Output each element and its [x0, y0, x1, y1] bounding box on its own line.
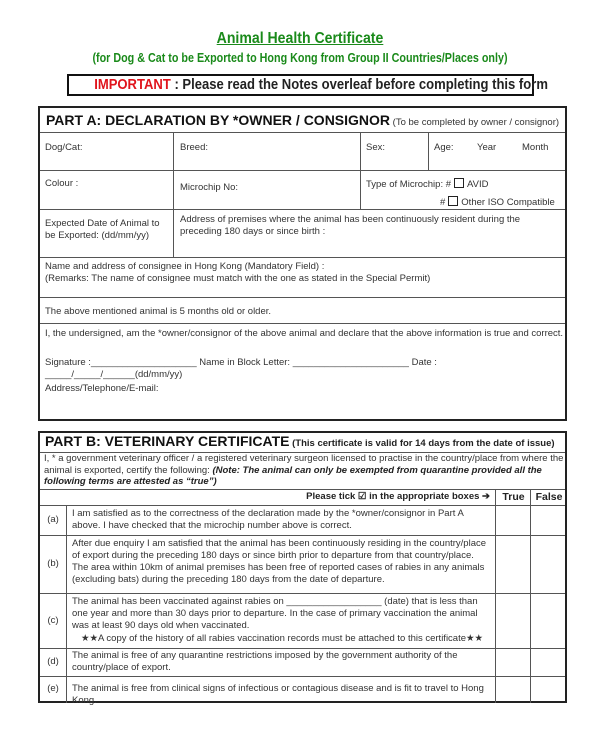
item-e-true-box[interactable]: [496, 677, 530, 702]
true-column-header: True: [502, 491, 525, 503]
false-column-header: False: [535, 491, 563, 503]
important-notice: [67, 74, 548, 96]
microchip-type-label: Type of Microchip: # AVID: [366, 179, 489, 190]
item-a-text: I am satisfied as to the correctness of the declaration made by the *owner/consignor in Part A above. I have checked that the microchip number above is correct.: [72, 508, 464, 531]
item-a-false-box[interactable]: [531, 506, 565, 535]
item-a-label: (a): [47, 514, 59, 525]
item-e-label: (e): [47, 683, 59, 694]
tick-instruction: Please tick ☑ in the appropriate boxes ➔: [306, 491, 490, 502]
avid-checkbox[interactable]: [454, 178, 464, 188]
microchip-number-field[interactable]: Microchip No:: [180, 182, 239, 193]
item-c-true-box[interactable]: [496, 594, 530, 648]
important-text: : Please read the Notes overleaf before completing this form: [170, 77, 548, 93]
declaration-text: I, the undersigned, am the *owner/consignor of the above animal and declare that the above information is true and correct.: [45, 328, 564, 339]
item-d-label: (d): [47, 656, 59, 667]
item-b-true-box[interactable]: [496, 536, 530, 593]
document-title: Animal Health Certificate: [216, 30, 384, 47]
item-d-true-box[interactable]: [496, 649, 530, 676]
item-e-text: The animal is free from clinical signs of infectious or contagious disease and is fit to travel to Hong Kong.: [72, 683, 484, 706]
important-label: IMPORTANT: [94, 77, 171, 93]
item-a-true-box[interactable]: [496, 506, 530, 535]
item-b-false-box[interactable]: [531, 536, 565, 593]
premises-address-field[interactable]: Address of premises where the animal has been continuously resident during the preceding 180 days or since birth :: [180, 214, 521, 237]
dog-cat-field[interactable]: Dog/Cat:: [45, 142, 83, 153]
other-iso-option: # Other ISO Compatible: [440, 197, 555, 208]
colour-field[interactable]: Colour :: [45, 178, 79, 189]
age-statement: The above mentioned animal is 5 months old or older.: [45, 306, 272, 317]
part-a-heading: PART A: DECLARATION BY *OWNER / CONSIGNOR (To be completed by owner / consignor): [46, 112, 560, 128]
age-month-label: Month: [522, 142, 549, 153]
age-field[interactable]: Age:: [434, 142, 454, 153]
item-c-text: The animal has been vaccinated against rabies on __________________ (date) that is less than one year and more than 30 days prior to departure. In the case of primary vaccination the animal was at least 90 days old when vaccinated.: [72, 596, 478, 631]
part-b-intro: I, * a government veterinary officer / a registered veterinary surgeon licensed to practise in the country/place from where the animal is exported, certify the following: (Note: The animal can only be exempted from quarantine provided all the following terms are attested as “true”): [44, 453, 564, 487]
breed-field[interactable]: Breed:: [180, 142, 208, 153]
part-a-section: [38, 106, 567, 421]
sex-field[interactable]: Sex:: [366, 142, 386, 153]
document-subtitle: (for Dog & Cat to be Exported to Hong Kong from Group II Countries/Places only): [92, 51, 508, 65]
part-b-heading: PART B: VETERINARY CERTIFICATE (This certificate is valid for 14 days from the date of issue): [45, 433, 555, 449]
item-c-false-box[interactable]: [531, 594, 565, 648]
signature-line[interactable]: Signature :____________________ Name in Block Letter: ______________________ Date : _____/_____/______(dd/mm/yy): [45, 357, 437, 380]
part-b-section: [38, 431, 567, 706]
expected-export-date-field[interactable]: Expected Date of Animal to be Exported: (dd/mm/yy): [45, 218, 160, 241]
item-d-text: The animal is free of any quarantine restrictions imposed by the government authority of the country/place of export.: [72, 650, 458, 673]
item-d-false-box[interactable]: [531, 649, 565, 676]
item-c-note: ★★A copy of the history of all rabies vaccination records must be attached to this certificate★★: [80, 633, 484, 644]
contact-field[interactable]: Address/Telephone/E-mail:: [45, 383, 159, 394]
item-e-false-box[interactable]: [531, 677, 565, 702]
item-b-text: After due enquiry I am satisfied that the animal has been continuously residing in the country/place of export during the preceding 180 days or since birth prior to departure from that country/place. The area within 10km of animal premises has been free of reported cases of rabies in any animals (excluding bats) during the preceding 180 days from the date of departure.: [72, 538, 487, 585]
item-c-label: (c): [47, 614, 59, 626]
consignee-field[interactable]: Name and address of consignee in Hong Kong (Mandatory Field) :: [45, 261, 325, 272]
item-b-label: (b): [47, 558, 59, 569]
other-iso-checkbox[interactable]: [448, 196, 458, 206]
age-year-label: Year: [477, 142, 497, 153]
consignee-remarks: (Remarks: The name of consignee must match with the one as stated in the Special Permit): [45, 273, 431, 284]
